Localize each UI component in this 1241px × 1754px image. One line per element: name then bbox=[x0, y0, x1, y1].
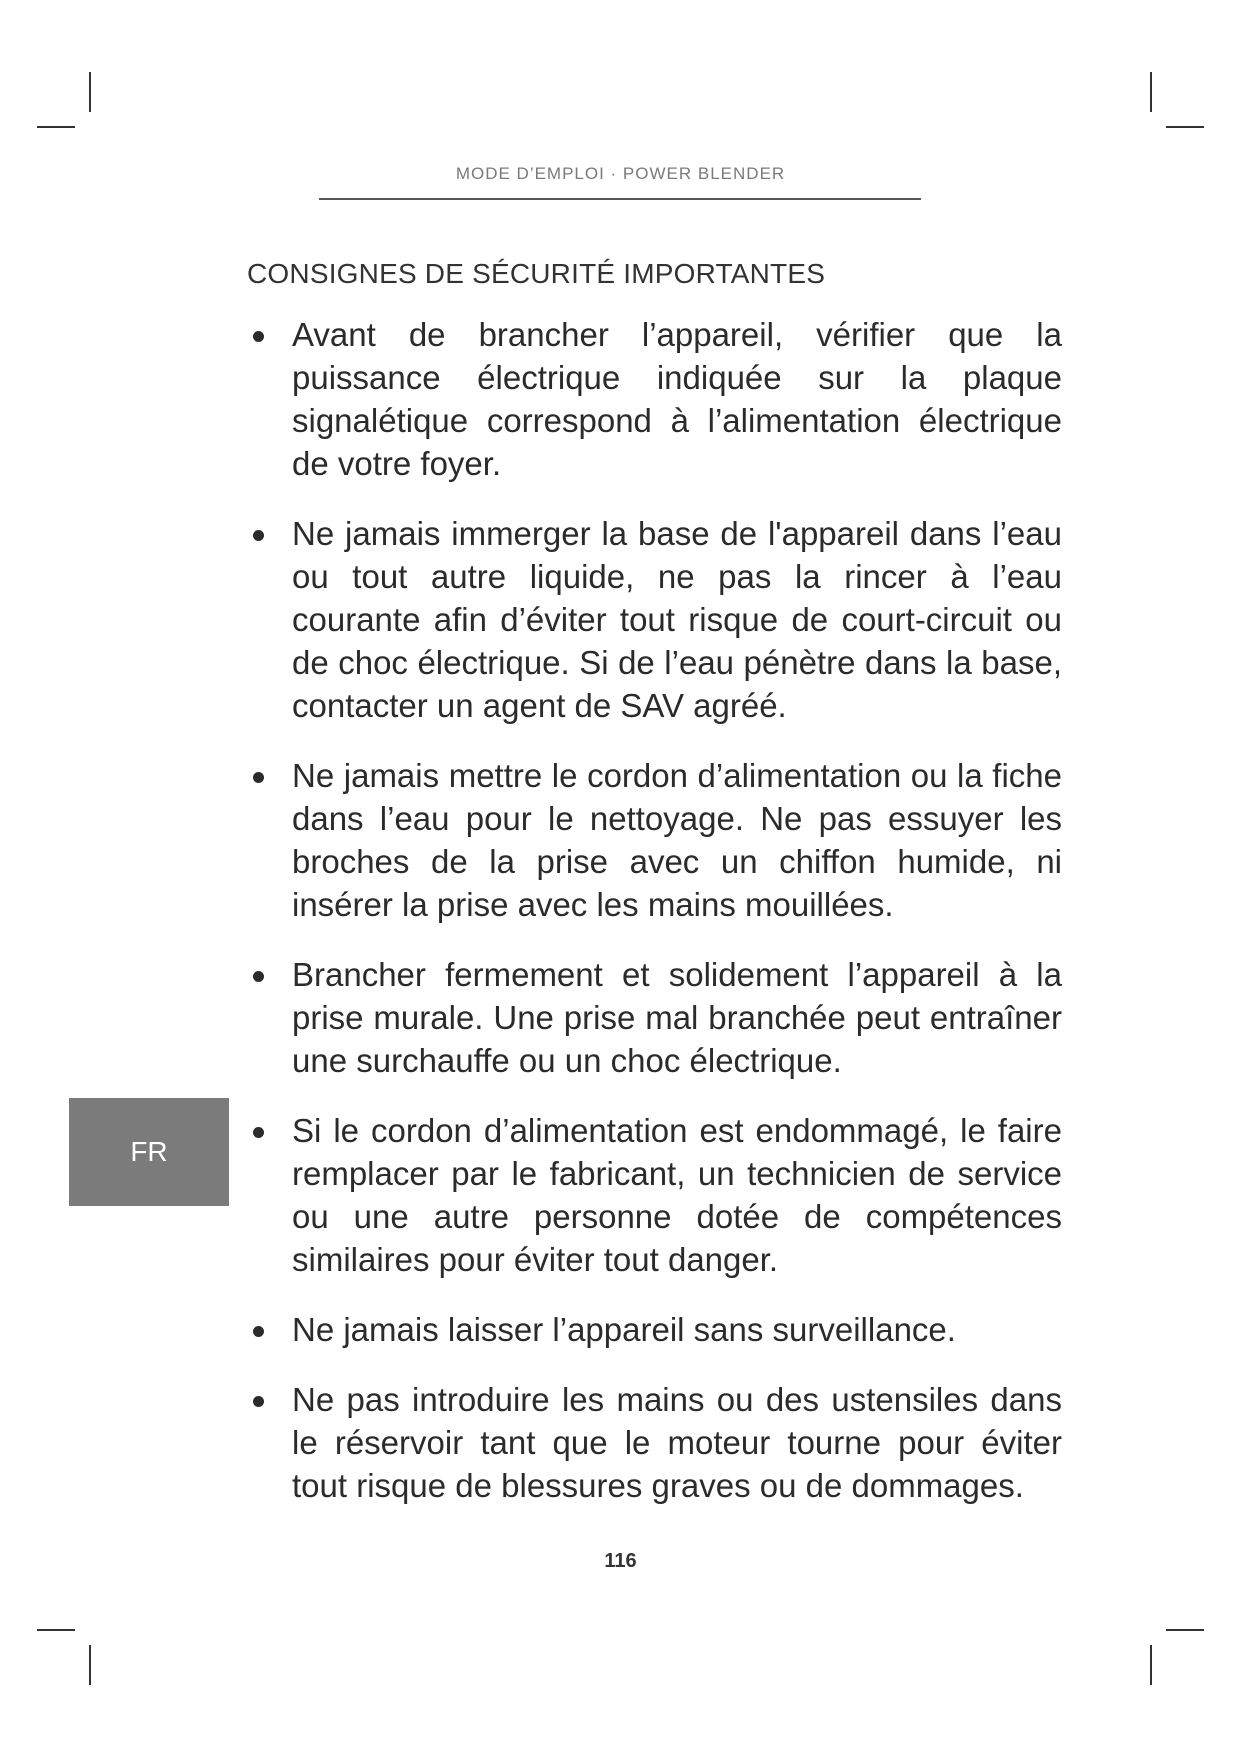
bullet-icon bbox=[253, 1127, 264, 1138]
crop-mark-top-left-horizontal bbox=[37, 126, 75, 128]
bullet-icon bbox=[253, 1326, 264, 1337]
list-item-text: Ne pas introduire les mains ou des ustensiles dans le réservoir tant que le moteur tourne pour éviter tout risque de blessures graves ou de dommages. bbox=[292, 1381, 1062, 1504]
list-item bbox=[247, 313, 1082, 485]
list-item bbox=[247, 754, 1082, 926]
list-item bbox=[247, 953, 1082, 1082]
list-item bbox=[247, 1109, 1082, 1281]
bullet-icon bbox=[253, 971, 264, 982]
list-item bbox=[247, 1308, 1082, 1351]
list-item bbox=[247, 512, 1082, 727]
list-item-text: Ne jamais laisser l’appareil sans surveillance. bbox=[292, 1311, 956, 1348]
list-item-text: Ne jamais mettre le cordon d’alimentation ou la fiche dans l’eau pour le nettoyage. Ne pas essuyer les broches de la prise avec un chiffon humide, ni insérer la prise avec les mains mouillées. bbox=[292, 757, 1062, 923]
header-divider bbox=[319, 198, 921, 200]
crop-mark-bottom-right-horizontal bbox=[1166, 1629, 1204, 1631]
list-item-text: Avant de brancher l’appareil, vérifier que la puissance électrique indiquée sur la plaque signalétique correspond à l’alimentation électrique de votre foyer. bbox=[292, 316, 1062, 482]
list-item-text: Si le cordon d’alimentation est endommagé, le faire remplacer par le fabricant, un technicien de service ou une autre personne dotée de compétences similaires pour éviter tout danger. bbox=[292, 1112, 1062, 1278]
bullet-icon bbox=[253, 530, 264, 541]
crop-mark-top-right-horizontal bbox=[1166, 126, 1204, 128]
crop-mark-top-right-vertical bbox=[1150, 72, 1152, 112]
running-header: MODE D’EMPLOI · POWER BLENDER bbox=[455, 164, 786, 183]
bullet-icon bbox=[253, 1396, 264, 1407]
page-number: 116 bbox=[604, 1550, 637, 1572]
crop-mark-bottom-left-vertical bbox=[89, 1645, 91, 1685]
language-tab-label: FR bbox=[130, 1136, 168, 1167]
safety-instructions-list bbox=[247, 313, 1082, 1534]
list-item-text: Ne jamais immerger la base de l'appareil dans l’eau ou tout autre liquide, ne pas la rincer à l’eau courante afin d’éviter tout risque de court-circuit ou de choc électrique. Si de l’eau pénètre dans la base, contacter un agent de SAV agréé. bbox=[292, 515, 1062, 724]
list-item-text: Brancher fermement et solidement l’appareil à la prise murale. Une prise mal branchée peut entraîner une surchauffe ou un choc électrique. bbox=[292, 956, 1062, 1079]
bullet-icon bbox=[253, 331, 264, 342]
bullet-icon bbox=[253, 772, 264, 783]
language-tab bbox=[69, 1098, 229, 1206]
section-title: CONSIGNES DE SÉCURITÉ IMPORTANTES bbox=[247, 258, 826, 289]
crop-mark-bottom-right-vertical bbox=[1150, 1645, 1152, 1685]
list-item bbox=[247, 1378, 1082, 1507]
crop-mark-bottom-left-horizontal bbox=[37, 1629, 75, 1631]
crop-mark-top-left-vertical bbox=[89, 72, 91, 112]
